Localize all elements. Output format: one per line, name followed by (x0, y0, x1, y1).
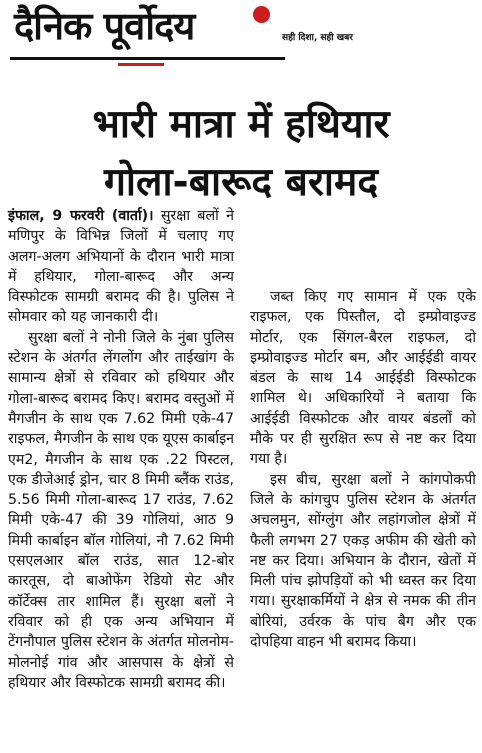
article-paragraph-2: सुरक्षा बलों ने नोनी जिले के नुंबा पुलिस स्टेशन के अंतर्गत लेंगलोंग और ताईखांग के सामान्य क्षेत्रों से रविवार को हथियार और गोला-बारूद बरामद किए। बरामद वस्तुओं में मैगजीन के साथ एक 7.62 मिमी एके-47 राइफल, मैगजीन के साथ एक यूएस कार्बाइन एम2, मैगजीन के साथ एक .22 पिस्टल, एक डीजेआई ड्रोन, चार 8 मिमी ब्लैंक राउंड, 5.56 मिमी गोला-बारूद 17 राउंड, 7.62 मिमी एके-47 की 39 गोलियां, आठ 9 मिमी कार्बाइन बॉल गोलियां, नौ 7.62 मिमी एसएलआर बॉल राउंड, सात 12-बोर कारतूस, दो बाओफेंग रेडियो सेट और कॉर्टेक्स तार शामिल हैं। सुरक्षा बलों ने रविवार को ही एक अन्य अभियान में टेंगनौपाल पुलिस स्टेशन के अंतर्गत मोलनोम-मोलनोई गांव और आसपास के क्षेत्रों से हथियार और विस्फोटक सामग्री बरामद की। (8, 329, 234, 691)
article-column-left (8, 206, 234, 728)
headline (0, 96, 482, 212)
headline-line-1: भारी मात्रा में हथियार (92, 102, 390, 147)
paragraph-1-text: सुरक्षा बलों ने मणिपुर के विभिन्न जिलों में चलाए गए अलग-अलग अभियानों के दौरान भारी मात्रा में हथियार, गोला-बारूद और अन्य विस्फोटक सामग्री बरामद की है। पुलिस ने सोमवार को यह जानकारी दी। (8, 208, 234, 326)
masthead-rule (10, 57, 285, 60)
newspaper-logo: दैनिक पूर्वोदय (14, 4, 195, 48)
article-paragraph-1 (8, 206, 234, 328)
article-paragraph-4: इस बीच, सुरक्षा बलों ने कांगपोकपी जिले के कांगचुप पुलिस स्टेशन के अंतर्गत अचलमुन, सोंग्लुंग और लहांगजोल क्षेत्रों में फैली लगभग 27 एकड़ अफीम की खेती को नष्ट कर दिया। अभियान के दौरान, खेतों में मिली पांच झोपड़ियों को भी ध्वस्त कर दिया गया। सुरक्षाकर्मियों ने क्षेत्र से नमक की तीन बोरियां, उर्वरक के पांच बैग और एक दोपहिया वाहन भी बरामद किया। (250, 471, 476, 651)
article-column-right (250, 206, 476, 652)
tagline: सही दिशा, सही खबर (282, 33, 353, 43)
headline-line-2: गोला-बारूद बरामद (103, 160, 379, 205)
masthead-red-rule (118, 63, 164, 66)
masthead (0, 0, 482, 80)
article-paragraph-3: जब्त किए गए सामान में एक एके राइफल, एक पिस्तौल, दो इम्प्रोवाइज्ड मोर्टार, एक सिंगल-बैरल राइफल, दो इम्प्रोवाइज्ड मोर्टार बम, और आईईडी वायर बंडल के साथ 14 आईईडी विस्फोटक शामिल थे। अधिकारियों ने बताया कि आईईडी विस्फोटक और वायर बंडलों को मौके पर ही सुरक्षित रूप से नष्ट कर दिया गया है। (250, 289, 476, 468)
logo-red-dot-icon (253, 6, 270, 23)
dateline: इंफाल, 9 फरवरी (वार्ता)। (8, 208, 154, 224)
